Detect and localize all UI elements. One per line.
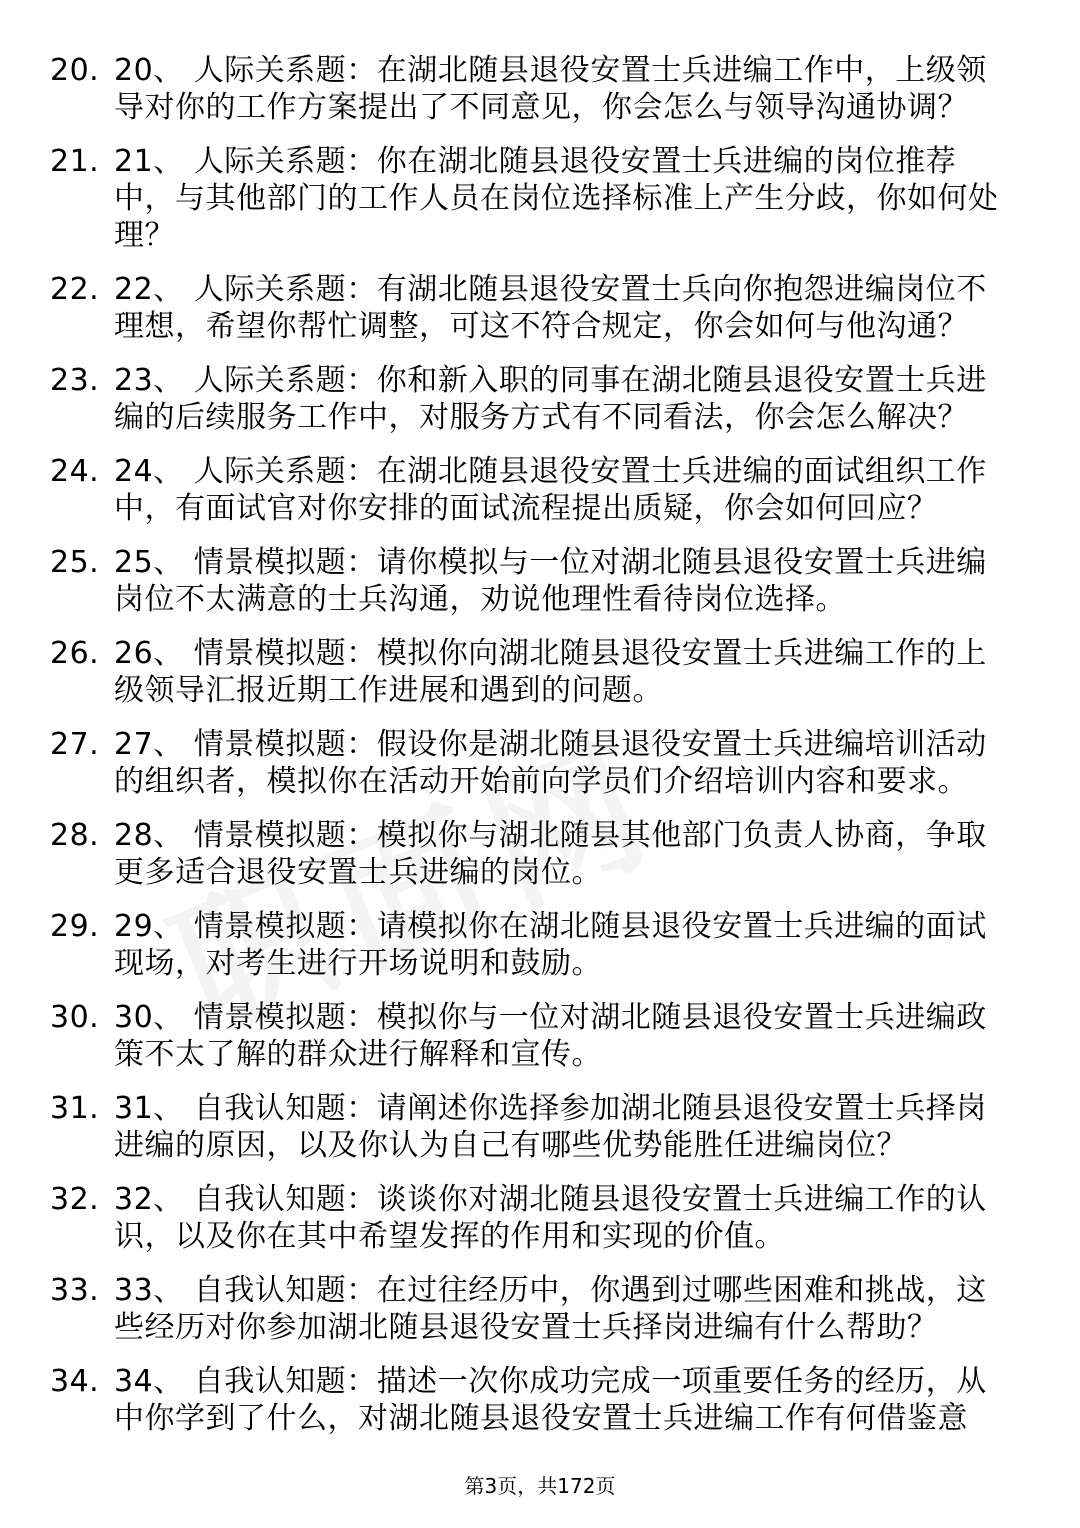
list-item (0, 52, 1080, 126)
list-item-text: 26、 情景模拟题：模拟你向湖北随县退役安置士兵进编工作的上级领导汇报近期工作进展和遇到的问题。 (114, 636, 987, 708)
list-item-text: 20、 人际关系题：在湖北随县退役安置士兵进编工作中，上级领导对你的工作方案提出了不同意见，你会怎么与领导沟通协调？ (114, 53, 987, 125)
list-item-text: 24、 人际关系题：在湖北随县退役安置士兵进编的面试组织工作中，有面试官对你安排的面试流程提出质疑，你会如何回应？ (114, 454, 987, 526)
list-item (0, 817, 1080, 891)
list-item (0, 362, 1080, 436)
list-item (0, 726, 1080, 800)
list-item-text: 23、 人际关系题：你和新入职的同事在湖北随县退役安置士兵进编的后续服务工作中，对服务方式有不同看法，你会怎么解决？ (114, 363, 987, 435)
list-item (0, 908, 1080, 982)
list-item-text: 30、 情景模拟题：模拟你与一位对湖北随县退役安置士兵进编政策不太了解的群众进行解释和宣传。 (114, 1000, 987, 1072)
list-item-text: 22、 人际关系题：有湖北随县退役安置士兵向你抱怨进编岗位不理想，希望你帮忙调整，可这不符合规定，你会如何与他沟通？ (114, 272, 987, 344)
list-item-number: 27. (50, 727, 100, 762)
list-item (0, 453, 1080, 527)
question-list (0, 52, 1080, 1454)
page-footer (0, 1474, 1080, 1498)
list-item-number: 25. (50, 545, 100, 580)
list-item-text: 33、 自我认知题：在过往经历中，你遇到过哪些困难和挑战，这些经历对你参加湖北随县退役安置士兵择岗进编有什么帮助？ (114, 1273, 987, 1345)
list-item-number: 32. (50, 1182, 100, 1217)
list-item-number: 20. (50, 53, 100, 88)
list-item-number: 24. (50, 454, 100, 489)
list-item (0, 271, 1080, 345)
list-item (0, 1090, 1080, 1164)
list-item-number: 33. (50, 1273, 100, 1308)
list-item-number: 31. (50, 1091, 100, 1126)
list-item (0, 635, 1080, 709)
list-item-text: 25、 情景模拟题：请你模拟与一位对湖北随县退役安置士兵进编岗位不太满意的士兵沟通，劝说他理性看待岗位选择。 (114, 545, 987, 617)
list-item-number: 21. (50, 144, 100, 179)
list-item (0, 999, 1080, 1073)
list-item (0, 1272, 1080, 1346)
list-item-text: 21、 人际关系题：你在湖北随县退役安置士兵进编的岗位推荐中，与其他部门的工作人员在岗位选择标准上产生分歧，你如何处理？ (114, 144, 999, 253)
list-item-number: 29. (50, 909, 100, 944)
list-item (0, 544, 1080, 618)
list-item-text: 29、 情景模拟题：请模拟你在湖北随县退役安置士兵进编的面试现场，对考生进行开场说明和鼓励。 (114, 909, 987, 981)
list-item-text: 28、 情景模拟题：模拟你与湖北随县其他部门负责人协商，争取更多适合退役安置士兵进编的岗位。 (114, 818, 987, 890)
list-item (0, 143, 1080, 254)
list-item-number: 23. (50, 363, 100, 398)
list-item (0, 1363, 1080, 1437)
list-item (0, 1181, 1080, 1255)
list-item-text: 34、 自我认知题：描述一次你成功完成一项重要任务的经历，从中你学到了什么，对湖北随县退役安置士兵进编工作有何借鉴意 (114, 1364, 987, 1436)
list-item-number: 34. (50, 1364, 100, 1399)
list-item-text: 31、 自我认知题：请阐述你选择参加湖北随县退役安置士兵择岗进编的原因，以及你认为自己有哪些优势能胜任进编岗位？ (114, 1091, 987, 1163)
list-item-number: 26. (50, 636, 100, 671)
list-item-number: 28. (50, 818, 100, 853)
list-item-number: 30. (50, 1000, 100, 1035)
page-number: 第3页，共172页 (464, 1474, 616, 1498)
list-item-number: 22. (50, 272, 100, 307)
list-item-text: 27、 情景模拟题：假设你是湖北随县退役安置士兵进编培训活动的组织者，模拟你在活动开始前向学员们介绍培训内容和要求。 (114, 727, 987, 799)
list-item-text: 32、 自我认知题：谈谈你对湖北随县退役安置士兵进编工作的认识，以及你在其中希望发挥的作用和实现的价值。 (114, 1182, 987, 1254)
